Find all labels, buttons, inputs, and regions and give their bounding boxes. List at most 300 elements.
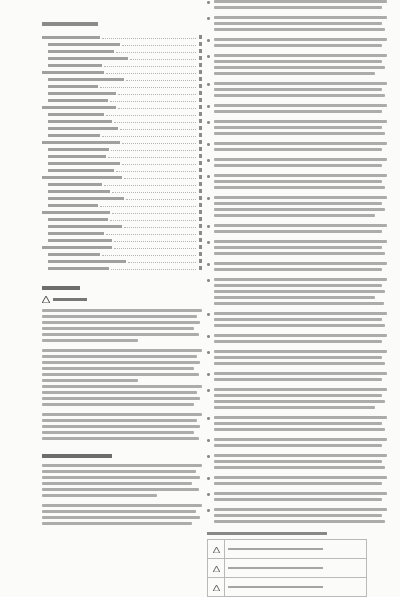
warning-triangle-icon	[42, 296, 50, 303]
toc-entry-text	[48, 57, 128, 60]
toc-entry	[42, 146, 202, 153]
toc-entry	[42, 202, 202, 209]
text-line	[214, 22, 382, 25]
text-line	[214, 120, 387, 123]
toc-page-number	[199, 133, 202, 137]
bullet-icon	[207, 105, 210, 108]
text-line	[214, 520, 385, 523]
toc-entry-text	[48, 197, 124, 200]
toc-page-number	[199, 168, 202, 172]
text-line	[214, 438, 387, 441]
toc-entry-text	[48, 85, 98, 88]
text-line	[214, 54, 387, 57]
toc-dot-leader	[111, 269, 196, 270]
safety-list-item	[207, 16, 387, 34]
toc-dot-leader	[102, 255, 196, 256]
safety-list-item	[207, 350, 387, 368]
toc-entry-text	[48, 232, 104, 235]
toc-page-number	[199, 203, 202, 207]
safety-list-item	[207, 372, 387, 384]
safety-list-item	[207, 262, 387, 274]
toc-entry	[42, 83, 202, 90]
text-line	[214, 278, 387, 281]
bullet-icon	[207, 477, 210, 480]
safety-list-item	[207, 174, 387, 192]
symbols-table-row	[208, 578, 367, 597]
toc-entry-text	[42, 176, 122, 179]
toc-entry-text	[48, 78, 124, 81]
toc-entry	[42, 230, 202, 237]
symbols-table-text	[225, 559, 367, 578]
text-line	[214, 514, 382, 517]
text-line	[214, 394, 382, 397]
right-column	[207, 0, 387, 597]
safety-list-item	[207, 38, 387, 50]
toc-dot-leader	[106, 73, 196, 74]
text-line	[214, 444, 382, 447]
toc-entry	[42, 237, 202, 244]
text-line	[214, 44, 382, 47]
text-line	[214, 492, 387, 495]
text-line	[214, 132, 385, 135]
safety-list-item	[207, 158, 387, 170]
danger-icon	[208, 559, 225, 578]
toc-entry-text	[48, 260, 126, 263]
toc-dot-leader	[128, 262, 196, 263]
bullet-icon	[207, 373, 210, 376]
text-line	[214, 356, 382, 359]
toc-entry	[42, 195, 202, 202]
toc-dot-leader	[120, 129, 196, 130]
text-line	[214, 72, 375, 75]
toc-entry	[42, 90, 202, 97]
toc-entry	[42, 244, 202, 251]
text-line	[214, 208, 385, 211]
symbols-table-caption	[207, 532, 327, 535]
toc-entry	[42, 188, 202, 195]
text-line	[42, 349, 202, 352]
toc-entry-text	[48, 190, 110, 193]
symbols-table-text	[225, 578, 367, 597]
text-line	[214, 230, 382, 233]
text-line	[214, 60, 382, 63]
toc-dot-leader	[116, 52, 196, 53]
toc-entry-text	[42, 246, 112, 249]
toc-page-number	[199, 259, 202, 263]
text-line	[214, 82, 387, 85]
toc-entry-text	[48, 225, 122, 228]
text-line	[214, 476, 387, 479]
toc-page-number	[199, 70, 202, 74]
text-line	[42, 413, 202, 416]
toc-dot-leader	[110, 101, 196, 102]
text-line	[214, 0, 387, 3]
symbols-table-row	[208, 559, 367, 578]
toc-page-number	[199, 49, 202, 53]
toc-entry	[42, 34, 202, 41]
toc-page-number	[199, 252, 202, 256]
toc-entry-text	[48, 155, 106, 158]
toc-page-number	[199, 217, 202, 221]
bullet-icon	[207, 389, 210, 392]
text-line	[214, 158, 387, 161]
toc-dot-leader	[100, 206, 196, 207]
toc-dot-leader	[102, 38, 196, 39]
toc-entry	[42, 160, 202, 167]
intro-paragraph	[42, 413, 202, 440]
text-line	[42, 470, 196, 473]
toc-entry-text	[42, 106, 116, 109]
text-line	[214, 224, 387, 227]
toc-page-number	[199, 182, 202, 186]
toc-entry	[42, 69, 202, 76]
toc-entry	[42, 258, 202, 265]
toc-entry-text	[48, 183, 102, 186]
safety-list-item	[207, 476, 387, 488]
bullet-icon	[207, 83, 210, 86]
safety-list-item	[207, 334, 387, 346]
left-column	[42, 8, 202, 532]
bullet-icon	[207, 17, 210, 20]
bullet-icon	[207, 439, 210, 442]
text-line	[214, 94, 385, 97]
toc-entry-text	[48, 113, 104, 116]
bullet-icon	[207, 509, 210, 512]
toc-page-number	[199, 161, 202, 165]
toc-dot-leader	[124, 178, 196, 179]
toc-dot-leader	[122, 164, 196, 165]
toc-entry	[42, 125, 202, 132]
toc-dot-leader	[112, 192, 196, 193]
toc-entry-text	[42, 71, 104, 74]
text-line	[42, 403, 194, 406]
safety-list-item	[207, 120, 387, 138]
bullet-icon	[207, 55, 210, 58]
text-line	[214, 126, 382, 129]
bullet-icon	[207, 225, 210, 228]
safety-list-item	[207, 82, 387, 100]
text-line	[214, 38, 387, 41]
toc-entry	[42, 139, 202, 146]
toc-page-number	[199, 119, 202, 123]
text-line	[214, 362, 385, 365]
text-line	[42, 315, 197, 318]
bullet-icon	[207, 159, 210, 162]
text-line	[214, 340, 382, 343]
toc-page-number	[199, 42, 202, 46]
bullet-icon	[207, 417, 210, 420]
intro-warning	[42, 296, 202, 303]
warning-triangle-icon	[208, 540, 225, 559]
bullet-icon	[207, 121, 210, 124]
toc-entry	[42, 104, 202, 111]
toc-entry-text	[48, 169, 114, 172]
text-line	[214, 16, 387, 19]
safety-list-item	[207, 240, 387, 258]
toc-entry	[42, 55, 202, 62]
text-line	[42, 355, 197, 358]
toc-entry-text	[48, 204, 98, 207]
bullet-icon	[207, 335, 210, 338]
text-line	[214, 196, 387, 199]
toc-entry-text	[48, 253, 100, 256]
text-line	[214, 508, 387, 511]
toc-dot-leader	[108, 157, 196, 158]
safety-list-item	[207, 0, 387, 12]
text-line	[42, 385, 202, 388]
toc-page-number	[199, 112, 202, 116]
toc-entry-text	[48, 267, 109, 270]
text-line	[42, 510, 196, 513]
text-line	[214, 66, 385, 69]
text-line	[42, 339, 138, 342]
toc-entry	[42, 132, 202, 139]
toc-dot-leader	[112, 213, 196, 214]
toc-dot-leader	[126, 80, 196, 81]
text-line	[42, 504, 202, 507]
text-line	[214, 148, 382, 151]
text-line	[214, 268, 382, 271]
toc-page-number	[199, 175, 202, 179]
toc-page-number	[199, 98, 202, 102]
bullet-icon	[207, 39, 210, 42]
text-line	[42, 516, 200, 519]
text-line	[214, 498, 382, 501]
toc-entry	[42, 111, 202, 118]
safety-paragraph	[42, 504, 202, 525]
text-line	[214, 174, 387, 177]
safety-list-item	[207, 388, 387, 412]
safety-list-item	[207, 508, 387, 526]
text-line	[42, 437, 199, 440]
toc-page-number	[199, 91, 202, 95]
toc-page-number	[199, 196, 202, 200]
intro-paragraphs	[42, 309, 202, 440]
safety-list-item	[207, 492, 387, 504]
bullet-icon	[207, 143, 210, 146]
symbols-table-row	[208, 540, 367, 559]
toc-title	[42, 22, 98, 26]
toc-page-number	[199, 84, 202, 88]
text-line	[214, 422, 382, 425]
text-line	[214, 6, 382, 9]
text-line	[214, 262, 387, 265]
text-line	[214, 318, 382, 321]
text-line	[42, 327, 194, 330]
text-line	[214, 214, 375, 217]
toc-entry-text	[42, 211, 110, 214]
text-line	[214, 406, 375, 409]
toc-dot-leader	[102, 136, 196, 137]
toc-dot-leader	[118, 94, 196, 95]
toc-entry	[42, 223, 202, 230]
text-line	[214, 104, 387, 107]
text-line	[42, 321, 200, 324]
toc-entry-text	[48, 239, 112, 242]
toc-page-number	[199, 63, 202, 67]
toc-dot-leader	[116, 171, 196, 172]
toc-dot-leader	[130, 59, 196, 60]
toc-entry-text	[48, 127, 118, 130]
toc-entry	[42, 251, 202, 258]
intro-heading	[42, 286, 80, 290]
text-line	[42, 488, 199, 491]
toc-dot-leader	[126, 199, 196, 200]
safety-list-item	[207, 312, 387, 330]
toc-dot-leader	[122, 143, 196, 144]
safety-list-item	[207, 196, 387, 220]
toc-entry-text	[48, 134, 100, 137]
safety-list-item	[207, 438, 387, 450]
text-line	[42, 373, 199, 376]
toc-page-number	[199, 245, 202, 249]
text-line	[214, 312, 387, 315]
toc-entry-text	[48, 120, 112, 123]
text-line	[214, 460, 382, 463]
toc-dot-leader	[118, 108, 196, 109]
text-line	[214, 324, 385, 327]
text-line	[214, 388, 387, 391]
toc-entry	[42, 209, 202, 216]
text-line	[214, 416, 387, 419]
text-line	[42, 476, 200, 479]
toc-entry	[42, 118, 202, 125]
bullet-icon	[207, 351, 210, 354]
text-line	[42, 367, 194, 370]
toc-dot-leader	[124, 227, 196, 228]
toc-page-number	[199, 147, 202, 151]
safety-list-item	[207, 142, 387, 154]
text-line	[214, 186, 385, 189]
toc-entry	[42, 174, 202, 181]
text-line	[214, 454, 387, 457]
text-line	[214, 284, 382, 287]
toc-dot-leader	[106, 115, 196, 116]
toc-page-number	[199, 210, 202, 214]
toc-entry-text	[48, 64, 102, 67]
toc-dot-leader	[114, 241, 196, 242]
bullet-icon	[207, 493, 210, 496]
text-line	[214, 252, 385, 255]
text-line	[42, 419, 197, 422]
toc-dot-leader	[104, 185, 196, 186]
text-line	[214, 334, 387, 337]
toc-entry-text	[42, 36, 100, 39]
text-line	[214, 28, 385, 31]
text-line	[214, 290, 385, 293]
text-line	[214, 88, 382, 91]
toc-page-number	[199, 77, 202, 81]
text-line	[214, 350, 387, 353]
safety-list-item	[207, 454, 387, 472]
toc-entry	[42, 153, 202, 160]
toc-dot-leader	[122, 45, 196, 46]
text-line	[214, 142, 387, 145]
bullet-icon	[207, 241, 210, 244]
toc-dot-leader	[114, 248, 196, 249]
toc-entry-text	[48, 148, 109, 151]
toc-page-number	[199, 140, 202, 144]
safety-paragraphs	[42, 464, 202, 525]
toc-dot-leader	[114, 122, 196, 123]
text-line	[214, 372, 387, 375]
warning-label	[53, 298, 87, 301]
info-icon	[208, 578, 225, 597]
bullet-icon	[207, 279, 210, 282]
intro-paragraph	[42, 309, 202, 342]
text-line	[42, 333, 199, 336]
toc-dot-leader	[110, 220, 196, 221]
text-line	[214, 180, 382, 183]
toc-page-number	[199, 56, 202, 60]
text-line	[214, 110, 382, 113]
toc-page-number	[199, 154, 202, 158]
text-line	[214, 240, 387, 243]
toc-page-number	[199, 266, 202, 270]
toc-entry-text	[48, 50, 114, 53]
toc-dot-leader	[111, 150, 196, 151]
bullet-icon	[207, 197, 210, 200]
toc-page-number	[199, 231, 202, 235]
safety-heading	[42, 454, 112, 458]
toc-dot-leader	[104, 66, 196, 67]
toc-page-number	[199, 35, 202, 39]
bullet-icon	[207, 263, 210, 266]
safety-paragraph	[42, 464, 202, 497]
toc-entry	[42, 181, 202, 188]
text-line	[214, 466, 385, 469]
intro-paragraph	[42, 349, 202, 406]
toc-page-number	[199, 224, 202, 228]
bullet-icon	[207, 455, 210, 458]
toc-dot-leader	[106, 234, 196, 235]
text-line	[214, 296, 375, 299]
text-line	[214, 378, 382, 381]
toc-dot-leader	[100, 87, 196, 88]
toc-entry	[42, 48, 202, 55]
toc-entry-text	[48, 162, 120, 165]
safety-list-item	[207, 54, 387, 78]
text-line	[42, 494, 157, 497]
safety-list-item	[207, 224, 387, 236]
toc-entry-text	[42, 141, 120, 144]
text-line	[42, 391, 197, 394]
bullet-icon	[207, 175, 210, 178]
toc-entry	[42, 41, 202, 48]
toc-page-number	[199, 189, 202, 193]
text-line	[214, 482, 382, 485]
toc-entry	[42, 97, 202, 104]
toc-entry	[42, 216, 202, 223]
toc-page-number	[199, 105, 202, 109]
toc-entry	[42, 62, 202, 69]
safety-list-item	[207, 416, 387, 434]
safety-list-item	[207, 278, 387, 308]
safety-list-item	[207, 104, 387, 116]
toc-page-number	[199, 238, 202, 242]
toc-entry-text	[48, 92, 116, 95]
text-line	[214, 202, 382, 205]
text-line	[42, 464, 202, 467]
bullet-icon	[207, 313, 210, 316]
symbols-table	[207, 539, 367, 597]
symbols-table-text	[225, 540, 367, 559]
toc-entry	[42, 76, 202, 83]
toc-entry-text	[48, 99, 108, 102]
toc-entry	[42, 167, 202, 174]
text-line	[214, 302, 384, 305]
text-line	[214, 428, 385, 431]
